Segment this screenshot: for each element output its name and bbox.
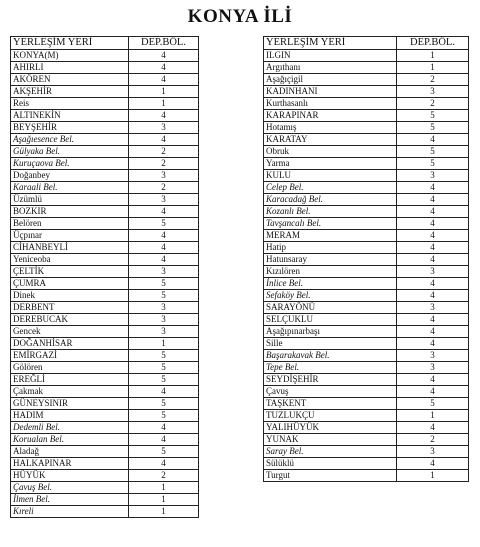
dep-region-value: 5 — [129, 362, 199, 374]
settlement-name: ILGIN — [264, 50, 397, 62]
right-table-body — [264, 50, 469, 482]
dep-region-value: 3 — [397, 302, 469, 314]
dep-region-value: 3 — [129, 194, 199, 206]
table-row — [264, 374, 469, 386]
settlement-name: DERBENT — [11, 302, 129, 314]
dep-region-value: 4 — [129, 134, 199, 146]
dep-region-value: 4 — [397, 278, 469, 290]
dep-region-value: 4 — [129, 230, 199, 242]
dep-region-value: 4 — [129, 422, 199, 434]
dep-region-value: 4 — [397, 326, 469, 338]
dep-region-value: 1 — [129, 506, 199, 518]
settlement-name: SEYDİŞEHİR — [264, 374, 397, 386]
dep-region-value: 2 — [397, 74, 469, 86]
settlement-name: TUZLUKÇU — [264, 410, 397, 422]
dep-region-value: 3 — [397, 362, 469, 374]
settlement-name: Celep Bel. — [264, 182, 397, 194]
table-row — [264, 434, 469, 446]
settlement-name: Karacadağ Bel. — [264, 194, 397, 206]
table-row — [11, 506, 199, 518]
settlement-name: YALIHÜYÜK — [264, 422, 397, 434]
dep-region-value: 3 — [129, 122, 199, 134]
dep-region-value: 4 — [129, 434, 199, 446]
table-row — [264, 362, 469, 374]
settlement-name: HALKAPINAR — [11, 458, 129, 470]
dep-region-value: 3 — [129, 326, 199, 338]
dep-region-value: 3 — [397, 266, 469, 278]
dep-region-value: 4 — [397, 182, 469, 194]
settlement-name: KONYA(M) — [11, 50, 129, 62]
dep-region-value: 2 — [397, 98, 469, 110]
column-header-settlement: YERLEŞİM YERİ — [11, 37, 129, 50]
dep-region-value: 3 — [129, 266, 199, 278]
table-header-row — [11, 37, 199, 50]
table-row — [11, 242, 199, 254]
table-row — [11, 254, 199, 266]
table-row — [11, 422, 199, 434]
table-row — [264, 158, 469, 170]
settlement-name: EMİRGAZİ — [11, 350, 129, 362]
table-row — [11, 266, 199, 278]
settlement-name: Kuruçaova Bel. — [11, 158, 129, 170]
settlement-name: AHIRLI — [11, 62, 129, 74]
dep-region-value: 5 — [129, 350, 199, 362]
settlement-name: Hotamış — [264, 122, 397, 134]
table-row — [11, 290, 199, 302]
table-row — [264, 386, 469, 398]
dep-region-value: 2 — [129, 182, 199, 194]
table-row — [11, 386, 199, 398]
table-row — [264, 134, 469, 146]
dep-region-value: 4 — [129, 206, 199, 218]
table-row — [264, 122, 469, 134]
table-row — [11, 374, 199, 386]
table-row — [11, 158, 199, 170]
settlement-name: MERAM — [264, 230, 397, 242]
dep-region-value: 3 — [397, 86, 469, 98]
table-row — [264, 458, 469, 470]
settlement-name: Gülyaka Bel. — [11, 146, 129, 158]
settlement-name: Argıthanı — [264, 62, 397, 74]
table-header-row — [264, 37, 469, 50]
table-row — [11, 110, 199, 122]
settlement-name: Üçpınar — [11, 230, 129, 242]
dep-region-value: 4 — [397, 242, 469, 254]
table-row — [11, 434, 199, 446]
settlement-name: Gölören — [11, 362, 129, 374]
settlement-name: Obruk — [264, 146, 397, 158]
page-title: KONYA İLİ — [187, 6, 293, 27]
table-row — [264, 446, 469, 458]
table-row — [11, 350, 199, 362]
settlement-name: Korualan Bel. — [11, 434, 129, 446]
dep-region-value: 4 — [129, 386, 199, 398]
dep-region-value: 5 — [129, 218, 199, 230]
table-row — [11, 410, 199, 422]
dep-region-value: 1 — [129, 338, 199, 350]
dep-region-value: 4 — [397, 290, 469, 302]
settlement-name: Çavuş — [264, 386, 397, 398]
table-row — [11, 134, 199, 146]
settlement-name: İlmen Bel. — [11, 494, 129, 506]
table-row — [264, 230, 469, 242]
dep-region-value: 4 — [129, 62, 199, 74]
dep-region-value: 5 — [129, 374, 199, 386]
settlement-name: Üzümlü — [11, 194, 129, 206]
table-row — [11, 326, 199, 338]
settlement-name: KULU — [264, 170, 397, 182]
settlement-name: HÜYÜK — [11, 470, 129, 482]
table-row — [264, 290, 469, 302]
dep-region-value: 1 — [397, 50, 469, 62]
settlement-name: Çavuş Bel. — [11, 482, 129, 494]
dep-region-value: 4 — [397, 422, 469, 434]
settlement-name: ÇELTİK — [11, 266, 129, 278]
table-row — [11, 314, 199, 326]
table-row — [11, 74, 199, 86]
settlement-name: Sille — [264, 338, 397, 350]
settlement-name: BEYŞEHİR — [11, 122, 129, 134]
settlement-name: Reis — [11, 98, 129, 110]
settlement-name: Gencek — [11, 326, 129, 338]
right-settlement-table — [263, 36, 469, 482]
dep-region-value: 1 — [129, 86, 199, 98]
settlement-name: Aladağ — [11, 446, 129, 458]
table-row — [264, 182, 469, 194]
table-row — [11, 146, 199, 158]
table-row — [264, 110, 469, 122]
table-row — [11, 494, 199, 506]
table-row — [11, 50, 199, 62]
settlement-name: KADINHANI — [264, 86, 397, 98]
table-row — [264, 218, 469, 230]
settlement-name: Çakmak — [11, 386, 129, 398]
table-row — [11, 278, 199, 290]
settlement-name: SELÇUKLU — [264, 314, 397, 326]
table-row — [11, 194, 199, 206]
dep-region-value: 4 — [397, 386, 469, 398]
dep-region-value: 2 — [129, 158, 199, 170]
settlement-name: Kurthasanlı — [264, 98, 397, 110]
settlement-name: DEREBUCAK — [11, 314, 129, 326]
table-row — [264, 338, 469, 350]
dep-region-value: 4 — [397, 254, 469, 266]
table-row — [264, 254, 469, 266]
settlement-name: Karaali Bel. — [11, 182, 129, 194]
settlement-name: HADIM — [11, 410, 129, 422]
settlement-name: DOĞANHİSAR — [11, 338, 129, 350]
table-row — [11, 62, 199, 74]
dep-region-value: 1 — [397, 410, 469, 422]
dep-region-value: 4 — [397, 206, 469, 218]
table-row — [11, 86, 199, 98]
dep-region-value: 5 — [129, 290, 199, 302]
settlement-name: Dedemli Bel. — [11, 422, 129, 434]
settlement-name: ALTINEKİN — [11, 110, 129, 122]
table-row — [11, 182, 199, 194]
settlement-name: Turgut — [264, 470, 397, 482]
dep-region-value: 3 — [397, 350, 469, 362]
settlement-name: Aşağıesence Bel. — [11, 134, 129, 146]
settlement-name: TAŞKENT — [264, 398, 397, 410]
table-row — [264, 62, 469, 74]
table-row — [264, 146, 469, 158]
table-row — [264, 410, 469, 422]
table-row — [264, 50, 469, 62]
settlement-name: GÜNEYSINIR — [11, 398, 129, 410]
dep-region-value: 5 — [397, 110, 469, 122]
settlement-name: Tepe Bel. — [264, 362, 397, 374]
settlement-name: CİHANBEYLİ — [11, 242, 129, 254]
table-row — [11, 206, 199, 218]
table-row — [264, 326, 469, 338]
left-settlement-table — [10, 36, 199, 518]
dep-region-value: 4 — [129, 242, 199, 254]
table-row — [264, 74, 469, 86]
settlement-name: İnlice Bel. — [264, 278, 397, 290]
settlement-name: KARATAY — [264, 134, 397, 146]
table-row — [264, 170, 469, 182]
dep-region-value: 3 — [397, 446, 469, 458]
dep-region-value: 4 — [129, 50, 199, 62]
dep-region-value: 4 — [129, 458, 199, 470]
table-row — [11, 218, 199, 230]
dep-region-value: 3 — [129, 302, 199, 314]
table-row — [264, 86, 469, 98]
table-row — [11, 398, 199, 410]
settlement-name: Aşağıpınarbaşı — [264, 326, 397, 338]
settlement-name: Yarma — [264, 158, 397, 170]
settlement-name: SARAYÖNÜ — [264, 302, 397, 314]
dep-region-value: 5 — [129, 398, 199, 410]
settlement-name: AKÖREN — [11, 74, 129, 86]
dep-region-value: 4 — [397, 458, 469, 470]
dep-region-value: 5 — [129, 278, 199, 290]
dep-region-value: 1 — [129, 494, 199, 506]
dep-region-value: 1 — [129, 98, 199, 110]
table-row — [264, 278, 469, 290]
settlement-name: Kızılören — [264, 266, 397, 278]
dep-region-value: 2 — [397, 434, 469, 446]
dep-region-value: 1 — [397, 470, 469, 482]
dep-region-value: 4 — [129, 254, 199, 266]
dep-region-value: 4 — [397, 338, 469, 350]
table-row — [11, 470, 199, 482]
table-row — [11, 338, 199, 350]
dep-region-value: 1 — [129, 482, 199, 494]
left-table-body — [11, 50, 199, 518]
dep-region-value: 5 — [397, 158, 469, 170]
table-row — [11, 458, 199, 470]
settlement-name: Sülüklü — [264, 458, 397, 470]
table-row — [11, 122, 199, 134]
dep-region-value: 4 — [397, 194, 469, 206]
column-header-dep-region: DEP.BÖL. — [129, 37, 199, 50]
settlement-name: Dinek — [11, 290, 129, 302]
dep-region-value: 5 — [129, 446, 199, 458]
table-row — [11, 98, 199, 110]
dep-region-value: 5 — [397, 398, 469, 410]
settlement-name: Kozanlı Bel. — [264, 206, 397, 218]
settlement-name: ÇUMRA — [11, 278, 129, 290]
table-row — [264, 350, 469, 362]
settlement-name: YUNAK — [264, 434, 397, 446]
table-row — [11, 170, 199, 182]
dep-region-value: 5 — [397, 146, 469, 158]
dep-region-value: 3 — [397, 170, 469, 182]
table-row — [11, 302, 199, 314]
settlement-name: Kıreli — [11, 506, 129, 518]
table-row — [264, 470, 469, 482]
dep-region-value: 2 — [129, 146, 199, 158]
settlement-name: BOZKIR — [11, 206, 129, 218]
dep-region-value: 5 — [129, 410, 199, 422]
settlement-name: Yeniceoba — [11, 254, 129, 266]
column-header-dep-region: DEP.BÖL. — [397, 37, 469, 50]
settlement-name: Aşağıçigil — [264, 74, 397, 86]
dep-region-value: 4 — [129, 110, 199, 122]
dep-region-value: 4 — [397, 218, 469, 230]
dep-region-value: 1 — [397, 62, 469, 74]
table-row — [264, 398, 469, 410]
table-row — [264, 242, 469, 254]
dep-region-value: 4 — [397, 374, 469, 386]
table-row — [11, 482, 199, 494]
table-row — [11, 446, 199, 458]
settlement-name: EREĞLİ — [11, 374, 129, 386]
dep-region-value: 4 — [397, 230, 469, 242]
settlement-name: Hatip — [264, 242, 397, 254]
settlement-name: Başarakavak Bel. — [264, 350, 397, 362]
table-row — [264, 266, 469, 278]
table-row — [264, 194, 469, 206]
table-row — [264, 98, 469, 110]
settlement-name: KARAPINAR — [264, 110, 397, 122]
settlement-name: Doğanbey — [11, 170, 129, 182]
settlement-name: Hatunsaray — [264, 254, 397, 266]
dep-region-value: 3 — [129, 170, 199, 182]
dep-region-value: 4 — [397, 134, 469, 146]
settlement-name: Tavşancalı Bel. — [264, 218, 397, 230]
settlement-name: Sefaköy Bel. — [264, 290, 397, 302]
table-row — [11, 362, 199, 374]
table-row — [264, 302, 469, 314]
dep-region-value: 5 — [397, 122, 469, 134]
dep-region-value: 3 — [129, 314, 199, 326]
dep-region-value: 4 — [397, 314, 469, 326]
settlement-name: AKŞEHİR — [11, 86, 129, 98]
table-row — [264, 206, 469, 218]
dep-region-value: 2 — [129, 470, 199, 482]
table-row — [264, 422, 469, 434]
table-row — [11, 230, 199, 242]
table-row — [264, 314, 469, 326]
dep-region-value: 4 — [129, 74, 199, 86]
settlement-name: Belören — [11, 218, 129, 230]
column-header-settlement: YERLEŞİM YERİ — [264, 37, 397, 50]
settlement-name: Saray Bel. — [264, 446, 397, 458]
